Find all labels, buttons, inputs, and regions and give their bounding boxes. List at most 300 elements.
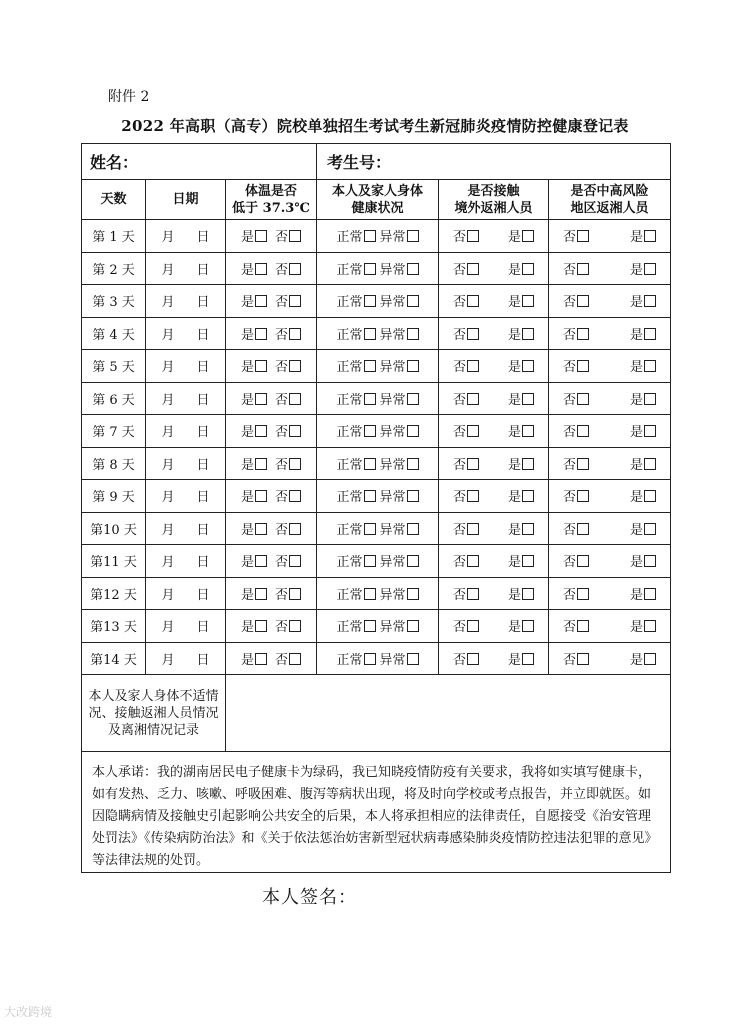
day-cell: 第 4 天 <box>82 317 146 350</box>
risk-area-contact-cell <box>549 382 671 415</box>
yes-option[interactable]: 是 <box>630 324 656 343</box>
abnormal-option[interactable]: 异常 <box>380 389 419 408</box>
yes-option[interactable]: 是 <box>241 356 267 375</box>
abnormal-option[interactable]: 异常 <box>380 551 419 570</box>
checkbox[interactable] <box>289 653 301 665</box>
no-option[interactable]: 否 <box>453 616 479 635</box>
abnormal-option[interactable]: 异常 <box>380 616 419 635</box>
yes-option[interactable]: 是 <box>508 226 534 245</box>
no-option[interactable]: 否 <box>453 291 479 310</box>
overseas-contact-cell <box>439 350 549 383</box>
checkbox[interactable] <box>364 295 376 307</box>
yes-option[interactable]: 是 <box>508 584 534 603</box>
no-option[interactable]: 否 <box>563 551 589 570</box>
yes-option[interactable]: 是 <box>241 454 267 473</box>
checkbox[interactable] <box>577 328 589 340</box>
health-status-cell <box>317 220 439 253</box>
table-row <box>82 545 671 578</box>
checkbox[interactable] <box>522 263 534 275</box>
checkbox[interactable] <box>289 523 301 535</box>
checkbox[interactable] <box>467 230 479 242</box>
no-option[interactable]: 否 <box>563 584 589 603</box>
yes-option[interactable]: 是 <box>241 226 267 245</box>
exam-number-field[interactable] <box>317 144 671 180</box>
day-cell: 第 3 天 <box>82 285 146 318</box>
checkbox[interactable] <box>407 555 419 567</box>
yes-option[interactable]: 是 <box>630 649 656 668</box>
abnormal-option[interactable]: 异常 <box>380 519 419 538</box>
no-option[interactable]: 否 <box>563 291 589 310</box>
checkbox[interactable] <box>364 263 376 275</box>
yes-option[interactable]: 是 <box>630 259 656 278</box>
health-registration-table <box>81 143 671 873</box>
no-option[interactable]: 否 <box>563 324 589 343</box>
temperature-cell <box>226 317 317 350</box>
pledge-text: 本人承诺：我的湖南居民电子健康卡为绿码，我已知晓疫情防疫有关要求，我将如实填写健康卡，如有发热、乏力、咳嗽、呼吸困难、腹泻等病状出现，将及时向学校或考点报告，并立即就医。如因隐瞒病情及接触史引起影响公共安全的后果，本人将承担相应的法律责任，自愿接受《治安管理处罚法》《传染病防治法》和《关于依法惩治妨害新型冠状病毒感染肺炎疫情防控违法犯罪的意见》等法律法规的处罚。 <box>92 765 658 868</box>
checkbox[interactable] <box>577 555 589 567</box>
normal-option[interactable]: 正常 <box>337 421 376 440</box>
checkbox[interactable] <box>577 425 589 437</box>
checkbox[interactable] <box>644 458 656 470</box>
checkbox[interactable] <box>522 425 534 437</box>
no-option[interactable]: 否 <box>275 226 301 245</box>
record-label: 本人及家人身体不适情况、接触返湘人员情况及离湘情况记录 <box>88 688 219 738</box>
temperature-cell <box>226 642 317 675</box>
yes-option[interactable]: 是 <box>630 291 656 310</box>
no-option[interactable]: 否 <box>453 259 479 278</box>
no-option[interactable]: 否 <box>453 324 479 343</box>
no-option[interactable]: 否 <box>275 259 301 278</box>
no-option[interactable]: 否 <box>453 584 479 603</box>
checkbox[interactable] <box>407 295 419 307</box>
col-date: 日期 <box>146 180 226 220</box>
no-option[interactable]: 否 <box>563 356 589 375</box>
no-option[interactable]: 否 <box>275 356 301 375</box>
yes-option[interactable]: 是 <box>630 584 656 603</box>
temperature-cell <box>226 350 317 383</box>
checkbox[interactable] <box>467 458 479 470</box>
abnormal-option[interactable]: 异常 <box>380 226 419 245</box>
no-option[interactable]: 否 <box>563 519 589 538</box>
checkbox[interactable] <box>255 523 267 535</box>
checkbox[interactable] <box>255 230 267 242</box>
yes-option[interactable]: 是 <box>508 616 534 635</box>
risk-area-contact-cell <box>549 545 671 578</box>
health-status-cell <box>317 577 439 610</box>
yes-option[interactable]: 是 <box>630 519 656 538</box>
checkbox[interactable] <box>255 458 267 470</box>
overseas-contact-cell <box>439 415 549 448</box>
checkbox[interactable] <box>644 555 656 567</box>
checkbox[interactable] <box>522 458 534 470</box>
normal-option[interactable]: 正常 <box>337 259 376 278</box>
risk-area-contact-cell <box>549 480 671 513</box>
checkbox[interactable] <box>255 490 267 502</box>
date-cell[interactable]: 月 日 <box>146 317 226 350</box>
checkbox[interactable] <box>255 295 267 307</box>
table-row <box>82 317 671 350</box>
checkbox[interactable] <box>644 490 656 502</box>
no-option[interactable]: 否 <box>275 519 301 538</box>
checkbox[interactable] <box>467 490 479 502</box>
yes-option[interactable]: 是 <box>508 421 534 440</box>
abnormal-option[interactable]: 异常 <box>380 356 419 375</box>
yes-option[interactable]: 是 <box>508 486 534 505</box>
checkbox[interactable] <box>407 230 419 242</box>
yes-option[interactable]: 是 <box>508 519 534 538</box>
normal-option[interactable]: 正常 <box>337 486 376 505</box>
checkbox[interactable] <box>364 230 376 242</box>
no-option[interactable]: 否 <box>453 486 479 505</box>
overseas-contact-cell <box>439 382 549 415</box>
checkbox[interactable] <box>364 393 376 405</box>
normal-option[interactable]: 正常 <box>337 519 376 538</box>
document-title: 2022 年高职（高专）院校单独招生考试考生新冠肺炎疫情防控健康登记表 <box>121 117 629 135</box>
no-option[interactable]: 否 <box>275 649 301 668</box>
checkbox[interactable] <box>255 360 267 372</box>
date-cell[interactable]: 月 日 <box>146 480 226 513</box>
date-cell[interactable]: 月 日 <box>146 577 226 610</box>
overseas-contact-cell <box>439 447 549 480</box>
day-cell: 第13 天 <box>82 610 146 643</box>
checkbox[interactable] <box>577 490 589 502</box>
yes-option[interactable]: 是 <box>630 389 656 408</box>
checkbox[interactable] <box>644 230 656 242</box>
checkbox[interactable] <box>255 263 267 275</box>
checkbox[interactable] <box>364 555 376 567</box>
no-option[interactable]: 否 <box>453 454 479 473</box>
checkbox[interactable] <box>522 555 534 567</box>
checkbox[interactable] <box>407 653 419 665</box>
overseas-contact-cell <box>439 252 549 285</box>
risk-area-contact-cell <box>549 447 671 480</box>
normal-option[interactable]: 正常 <box>337 389 376 408</box>
date-cell[interactable]: 月 日 <box>146 447 226 480</box>
yes-option[interactable]: 是 <box>508 454 534 473</box>
no-option[interactable]: 否 <box>453 356 479 375</box>
checkbox[interactable] <box>644 653 656 665</box>
overseas-contact-cell <box>439 285 549 318</box>
checkbox[interactable] <box>289 490 301 502</box>
risk-area-contact-cell <box>549 317 671 350</box>
yes-option[interactable]: 是 <box>630 454 656 473</box>
normal-option[interactable]: 正常 <box>337 551 376 570</box>
no-option[interactable]: 否 <box>563 454 589 473</box>
checkbox[interactable] <box>577 523 589 535</box>
no-option[interactable]: 否 <box>275 421 301 440</box>
checkbox[interactable] <box>407 328 419 340</box>
checkbox[interactable] <box>467 555 479 567</box>
no-option[interactable]: 否 <box>275 584 301 603</box>
no-option[interactable]: 否 <box>453 421 479 440</box>
yes-option[interactable]: 是 <box>508 259 534 278</box>
checkbox[interactable] <box>522 490 534 502</box>
temperature-cell <box>226 285 317 318</box>
record-row <box>82 675 671 752</box>
yes-option[interactable]: 是 <box>508 389 534 408</box>
checkbox[interactable] <box>467 653 479 665</box>
checkbox[interactable] <box>289 425 301 437</box>
yes-option[interactable]: 是 <box>508 649 534 668</box>
checkbox[interactable] <box>289 360 301 372</box>
checkbox[interactable] <box>467 425 479 437</box>
checkbox[interactable] <box>577 588 589 600</box>
risk-area-contact-cell <box>549 642 671 675</box>
checkbox[interactable] <box>522 295 534 307</box>
checkbox[interactable] <box>522 620 534 632</box>
no-option[interactable]: 否 <box>275 291 301 310</box>
checkbox[interactable] <box>467 328 479 340</box>
checkbox[interactable] <box>289 588 301 600</box>
checkbox[interactable] <box>407 263 419 275</box>
checkbox[interactable] <box>467 588 479 600</box>
checkbox[interactable] <box>577 458 589 470</box>
yes-option[interactable]: 是 <box>241 584 267 603</box>
checkbox[interactable] <box>467 523 479 535</box>
risk-area-contact-cell <box>549 577 671 610</box>
abnormal-option[interactable]: 异常 <box>380 649 419 668</box>
checkbox[interactable] <box>467 295 479 307</box>
col-risk-area-contact: 是否中高风险 地区返湘人员 <box>549 180 671 220</box>
checkbox[interactable] <box>644 620 656 632</box>
yes-option[interactable]: 是 <box>508 291 534 310</box>
risk-area-contact-cell <box>549 512 671 545</box>
date-cell[interactable]: 月 日 <box>146 415 226 448</box>
temperature-cell <box>226 415 317 448</box>
col-temperature: 体温是否 低于 37.3℃ <box>226 180 317 220</box>
no-option[interactable]: 否 <box>563 486 589 505</box>
yes-option[interactable]: 是 <box>241 649 267 668</box>
yes-option[interactable]: 是 <box>241 551 267 570</box>
yes-option[interactable]: 是 <box>630 356 656 375</box>
checkbox[interactable] <box>407 360 419 372</box>
yes-option[interactable]: 是 <box>241 291 267 310</box>
yes-option[interactable]: 是 <box>241 519 267 538</box>
no-option[interactable]: 否 <box>563 421 589 440</box>
abnormal-option[interactable]: 异常 <box>380 324 419 343</box>
checkbox[interactable] <box>577 230 589 242</box>
checkbox[interactable] <box>644 263 656 275</box>
yes-option[interactable]: 是 <box>630 486 656 505</box>
date-cell[interactable]: 月 日 <box>146 350 226 383</box>
yes-option[interactable]: 是 <box>630 421 656 440</box>
day-cell: 第 5 天 <box>82 350 146 383</box>
checkbox[interactable] <box>289 458 301 470</box>
checkbox[interactable] <box>364 458 376 470</box>
checkbox[interactable] <box>255 555 267 567</box>
checkbox[interactable] <box>467 360 479 372</box>
yes-option[interactable]: 是 <box>241 616 267 635</box>
checkbox[interactable] <box>522 653 534 665</box>
no-option[interactable]: 否 <box>275 616 301 635</box>
no-option[interactable]: 否 <box>275 454 301 473</box>
checkbox[interactable] <box>577 620 589 632</box>
day-cell: 第10 天 <box>82 512 146 545</box>
no-option[interactable]: 否 <box>275 389 301 408</box>
risk-area-contact-cell <box>549 220 671 253</box>
no-option[interactable]: 否 <box>275 324 301 343</box>
no-option[interactable]: 否 <box>275 551 301 570</box>
checkbox[interactable] <box>577 653 589 665</box>
no-option[interactable]: 否 <box>563 649 589 668</box>
checkbox[interactable] <box>289 393 301 405</box>
normal-option[interactable]: 正常 <box>337 324 376 343</box>
yes-option[interactable]: 是 <box>241 389 267 408</box>
checkbox[interactable] <box>255 328 267 340</box>
no-option[interactable]: 否 <box>453 551 479 570</box>
checkbox[interactable] <box>577 263 589 275</box>
overseas-contact-cell <box>439 610 549 643</box>
risk-area-contact-cell <box>549 285 671 318</box>
checkbox[interactable] <box>407 458 419 470</box>
abnormal-option[interactable]: 异常 <box>380 259 419 278</box>
checkbox[interactable] <box>255 393 267 405</box>
checkbox[interactable] <box>407 523 419 535</box>
normal-option[interactable]: 正常 <box>337 291 376 310</box>
checkbox[interactable] <box>467 620 479 632</box>
no-option[interactable]: 否 <box>453 649 479 668</box>
checkbox[interactable] <box>407 425 419 437</box>
date-cell[interactable]: 月 日 <box>146 545 226 578</box>
name-field[interactable] <box>82 144 317 180</box>
risk-area-contact-cell <box>549 350 671 383</box>
date-cell[interactable]: 月 日 <box>146 512 226 545</box>
pledge-cell <box>82 752 671 873</box>
day-cell: 第 7 天 <box>82 415 146 448</box>
checkbox[interactable] <box>289 555 301 567</box>
date-cell[interactable]: 月 日 <box>146 382 226 415</box>
day-cell: 第 9 天 <box>82 480 146 513</box>
checkbox[interactable] <box>289 263 301 275</box>
checkbox[interactable] <box>644 295 656 307</box>
no-option[interactable]: 否 <box>453 519 479 538</box>
no-option[interactable]: 否 <box>275 486 301 505</box>
checkbox[interactable] <box>644 523 656 535</box>
checkbox[interactable] <box>467 263 479 275</box>
temperature-cell <box>226 382 317 415</box>
checkbox[interactable] <box>364 360 376 372</box>
yes-option[interactable]: 是 <box>241 486 267 505</box>
checkbox[interactable] <box>255 653 267 665</box>
checkbox[interactable] <box>407 588 419 600</box>
temperature-cell <box>226 512 317 545</box>
record-label-cell <box>82 675 226 752</box>
health-status-cell <box>317 317 439 350</box>
yes-option[interactable]: 是 <box>241 324 267 343</box>
health-status-cell <box>317 252 439 285</box>
checkbox[interactable] <box>644 425 656 437</box>
checkbox[interactable] <box>364 523 376 535</box>
checkbox[interactable] <box>255 425 267 437</box>
table-row <box>82 415 671 448</box>
checkbox[interactable] <box>467 393 479 405</box>
yes-option[interactable]: 是 <box>508 356 534 375</box>
risk-area-contact-cell <box>549 415 671 448</box>
no-option[interactable]: 否 <box>563 389 589 408</box>
abnormal-option[interactable]: 异常 <box>380 291 419 310</box>
day-cell: 第12 天 <box>82 577 146 610</box>
normal-option[interactable]: 正常 <box>337 356 376 375</box>
temperature-cell <box>226 577 317 610</box>
yes-option[interactable]: 是 <box>241 259 267 278</box>
yes-option[interactable]: 是 <box>630 616 656 635</box>
date-cell[interactable]: 月 日 <box>146 642 226 675</box>
checkbox[interactable] <box>364 490 376 502</box>
checkbox[interactable] <box>407 490 419 502</box>
no-option[interactable]: 否 <box>453 389 479 408</box>
checkbox[interactable] <box>364 620 376 632</box>
checkbox[interactable] <box>644 588 656 600</box>
date-cell[interactable]: 月 日 <box>146 220 226 253</box>
checkbox[interactable] <box>644 360 656 372</box>
checkbox[interactable] <box>289 230 301 242</box>
no-option[interactable]: 否 <box>563 259 589 278</box>
yes-option[interactable]: 是 <box>508 551 534 570</box>
checkbox[interactable] <box>522 230 534 242</box>
checkbox[interactable] <box>364 425 376 437</box>
date-cell[interactable]: 月 日 <box>146 285 226 318</box>
no-option[interactable]: 否 <box>563 616 589 635</box>
checkbox[interactable] <box>364 653 376 665</box>
abnormal-option[interactable]: 异常 <box>380 486 419 505</box>
date-cell[interactable]: 月 日 <box>146 610 226 643</box>
checkbox[interactable] <box>289 295 301 307</box>
checkbox[interactable] <box>364 328 376 340</box>
yes-option[interactable]: 是 <box>630 226 656 245</box>
checkbox[interactable] <box>522 360 534 372</box>
checkbox[interactable] <box>577 295 589 307</box>
checkbox[interactable] <box>577 360 589 372</box>
normal-option[interactable]: 正常 <box>337 226 376 245</box>
checkbox[interactable] <box>577 393 589 405</box>
signature-label: 本人签名： <box>262 887 357 908</box>
checkbox[interactable] <box>255 588 267 600</box>
checkbox[interactable] <box>407 620 419 632</box>
checkbox[interactable] <box>289 328 301 340</box>
checkbox[interactable] <box>255 620 267 632</box>
checkbox[interactable] <box>522 393 534 405</box>
no-option[interactable]: 否 <box>563 226 589 245</box>
checkbox[interactable] <box>522 588 534 600</box>
checkbox[interactable] <box>364 588 376 600</box>
checkbox[interactable] <box>644 393 656 405</box>
column-header-row <box>82 180 671 220</box>
abnormal-option[interactable]: 异常 <box>380 421 419 440</box>
checkbox[interactable] <box>289 620 301 632</box>
health-status-cell <box>317 285 439 318</box>
abnormal-option[interactable]: 异常 <box>380 584 419 603</box>
normal-option[interactable]: 正常 <box>337 454 376 473</box>
normal-option[interactable]: 正常 <box>337 649 376 668</box>
temperature-cell <box>226 447 317 480</box>
checkbox[interactable] <box>522 523 534 535</box>
table-row <box>82 610 671 643</box>
yes-option[interactable]: 是 <box>630 551 656 570</box>
checkbox[interactable] <box>644 328 656 340</box>
checkbox[interactable] <box>407 393 419 405</box>
normal-option[interactable]: 正常 <box>337 584 376 603</box>
temperature-cell <box>226 220 317 253</box>
abnormal-option[interactable]: 异常 <box>380 454 419 473</box>
date-cell[interactable]: 月 日 <box>146 252 226 285</box>
no-option[interactable]: 否 <box>453 226 479 245</box>
health-status-cell <box>317 610 439 643</box>
yes-option[interactable]: 是 <box>508 324 534 343</box>
record-input-cell[interactable] <box>226 675 671 752</box>
yes-option[interactable]: 是 <box>241 421 267 440</box>
normal-option[interactable]: 正常 <box>337 616 376 635</box>
checkbox[interactable] <box>522 328 534 340</box>
